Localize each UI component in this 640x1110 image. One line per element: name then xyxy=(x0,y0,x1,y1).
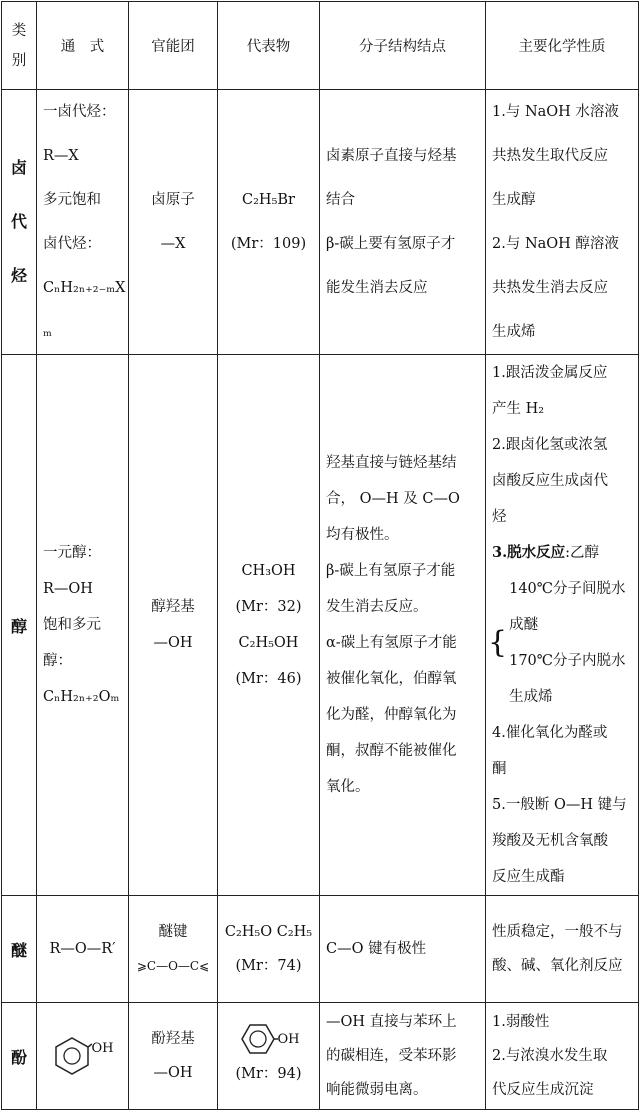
text-line: 代反应生成沉淀 xyxy=(492,1082,594,1098)
header-category xyxy=(2,2,37,90)
text-line: ₘ xyxy=(43,324,52,340)
text-line: 5.一般断 O—H 键与 xyxy=(492,797,627,813)
properties-cell xyxy=(486,90,639,355)
text-line: 卤原子 xyxy=(151,192,195,208)
text-line: 酮 xyxy=(492,761,507,777)
text-line: 被催化氧化，伯醇氧 xyxy=(326,671,457,687)
text-line: 共热发生消去反应 xyxy=(492,280,608,296)
text-line: CₙH₂ₙ₊₂₋ₘX xyxy=(43,280,126,296)
text-line: 共热发生取代反应 xyxy=(492,148,608,164)
text-line: 卤素原子直接与烃基 xyxy=(326,148,457,164)
text-line: —OH xyxy=(153,1065,193,1081)
text-line: 能发生消去反应 xyxy=(326,280,428,296)
ether-bond-structure: ⩾C—O—C⩽ xyxy=(136,959,210,973)
hydroxyl-label: OH xyxy=(91,1041,114,1056)
category-text: 卤 xyxy=(10,158,27,177)
structure-cell xyxy=(320,355,486,896)
structure-cell xyxy=(320,90,486,355)
dehydration-heading xyxy=(492,535,632,571)
category-text: 烃 xyxy=(10,266,27,285)
text-line: 均有极性。 xyxy=(326,527,399,543)
group-cell xyxy=(129,896,218,1003)
text-line: CₙH₂ₙ₊₂Oₘ xyxy=(43,689,120,705)
text-line: 1.与 NaOH 水溶液 xyxy=(492,104,619,120)
text-line: 生成醇 xyxy=(492,192,536,208)
group-cell xyxy=(129,355,218,896)
text-line: 卤代烃： xyxy=(43,236,101,252)
formula-cell: R—O—R′ xyxy=(37,896,129,1003)
text-line: —X xyxy=(160,236,186,252)
text-line: —OH 直接与苯环上 xyxy=(326,1014,457,1030)
text-line: R—X xyxy=(43,148,79,164)
header-example: 代表物 xyxy=(218,2,320,90)
header-text: 类 xyxy=(11,22,27,39)
text-line: 产生 H₂ xyxy=(492,401,545,417)
header-row xyxy=(2,2,639,90)
text-line: 化为醛，仲醇氧化为 xyxy=(326,707,457,723)
hydroxyl-label: OH xyxy=(277,1031,300,1047)
text-line: 响能微弱电离。 xyxy=(326,1082,428,1098)
properties-cell xyxy=(486,896,639,1003)
text-line: C₂H₅O C₂H₅ xyxy=(224,924,313,940)
text-line: 的碳相连，受苯环影 xyxy=(326,1048,457,1064)
text-line: β-碳上要有氢原子才 xyxy=(326,236,456,252)
example-cell xyxy=(218,1003,320,1110)
text-line: 羟基直接与链烃基结 xyxy=(326,455,457,471)
text-line: (Mr：109) xyxy=(230,236,307,252)
text-line: 发生消去反应。 xyxy=(326,599,428,615)
text-line: CH₃OH xyxy=(241,563,296,579)
text-line: 饱和多元 xyxy=(43,617,101,633)
text-line: 一元醇： xyxy=(43,545,101,561)
text-line: 4.催化氧化为醛或 xyxy=(492,725,608,741)
text-line: 醇： xyxy=(43,653,72,669)
dehydration-rest: :乙醇 xyxy=(565,545,600,561)
text-line: 1.弱酸性 xyxy=(492,1014,550,1030)
text-line: 烃 xyxy=(492,509,507,525)
benzene-ring-icon xyxy=(52,1048,92,1064)
phenol-structure xyxy=(224,1022,313,1057)
text-line: 性质稳定，一般不与 xyxy=(492,924,623,940)
organic-compounds-table xyxy=(1,1,639,1110)
row-haloalkane xyxy=(2,90,639,355)
category-cell: 醇 xyxy=(2,355,37,896)
text-line: 合， O—H 及 C—O xyxy=(326,491,460,507)
text-line: C₂H₅OH xyxy=(238,635,299,651)
text-line: (Mr：46) xyxy=(235,671,302,687)
properties-cell xyxy=(486,1003,639,1110)
text-line: 2.与浓溴水发生取 xyxy=(492,1048,608,1064)
group-cell xyxy=(129,90,218,355)
row-alcohol xyxy=(2,355,639,896)
text-line: 反应生成酯 xyxy=(492,869,565,885)
text-line: 酚羟基 xyxy=(151,1031,195,1047)
category-cell: 酚 xyxy=(2,1003,37,1110)
text-line: 羧酸及无机含氧酸 xyxy=(492,833,608,849)
text-line: C₂H₅Br xyxy=(242,192,295,208)
text-line: 2.跟卤化氢或浓氢 xyxy=(492,437,608,453)
header-properties: 主要化学性质 xyxy=(486,2,639,90)
text-line: 醇羟基 xyxy=(151,599,195,615)
header-text: 别 xyxy=(11,52,27,69)
category-cell: 醚 xyxy=(2,896,37,1003)
dehydration-bold: 3.脱水反应 xyxy=(492,544,566,561)
group-cell xyxy=(129,1003,218,1110)
text-line: 酮，叔醇不能被催化 xyxy=(326,743,457,759)
text-line: R—OH xyxy=(43,581,93,597)
formula-cell xyxy=(37,1003,129,1110)
dehydration-conditions xyxy=(488,571,632,715)
benzene-ring-icon xyxy=(238,1031,278,1047)
example-cell xyxy=(218,355,320,896)
text-line: (Mr：32) xyxy=(235,599,302,615)
header-group: 官能团 xyxy=(129,2,218,90)
formula-cell xyxy=(37,355,129,896)
text-line: 卤酸反应生成卤代 xyxy=(492,473,608,489)
text-line: 生成烯 xyxy=(492,324,536,340)
text-line: 170℃分子内脱水 xyxy=(509,653,626,669)
formula-cell xyxy=(37,90,129,355)
category-text: 代 xyxy=(10,212,27,231)
text-line: —OH xyxy=(153,635,193,651)
dehydration-items xyxy=(509,571,625,715)
text-line: 结合 xyxy=(326,192,355,208)
brace-icon: { xyxy=(488,625,508,660)
row-phenol xyxy=(2,1003,639,1110)
text-line: 1.跟活泼金属反应 xyxy=(492,365,608,381)
header-formula: 通 式 xyxy=(37,2,129,90)
group-text: 醚键 xyxy=(158,924,188,940)
text-line: α-碳上有氢原子才能 xyxy=(326,635,457,651)
example-cell xyxy=(218,896,320,1003)
properties-bottom xyxy=(492,715,632,895)
text-line: 氧化。 xyxy=(326,779,370,795)
text-line: 140℃分子间脱水 xyxy=(509,581,626,597)
text-line: β-碳上有氢原子才能 xyxy=(326,563,456,579)
molar-mass: (Mr：94) xyxy=(235,1065,302,1082)
row-ether xyxy=(2,896,639,1003)
category-cell xyxy=(2,90,37,355)
text-line: (Mr：74) xyxy=(235,958,302,974)
text-line: C—O 键有极性 xyxy=(326,941,427,957)
properties-top xyxy=(492,355,632,535)
text-line: 成醚 xyxy=(509,617,539,633)
text-line: 酸、碱、氧化剂反应 xyxy=(492,958,623,974)
properties-cell xyxy=(486,355,639,896)
text-line: 多元饱和 xyxy=(43,192,101,208)
text-line: 2.与 NaOH 醇溶液 xyxy=(492,236,619,252)
text-line: 一卤代烃： xyxy=(43,104,116,120)
example-cell xyxy=(218,90,320,355)
structure-cell xyxy=(320,896,486,1003)
structure-cell xyxy=(320,1003,486,1110)
header-structure: 分子结构结点 xyxy=(320,2,486,90)
text-line: 生成烯 xyxy=(509,689,553,705)
